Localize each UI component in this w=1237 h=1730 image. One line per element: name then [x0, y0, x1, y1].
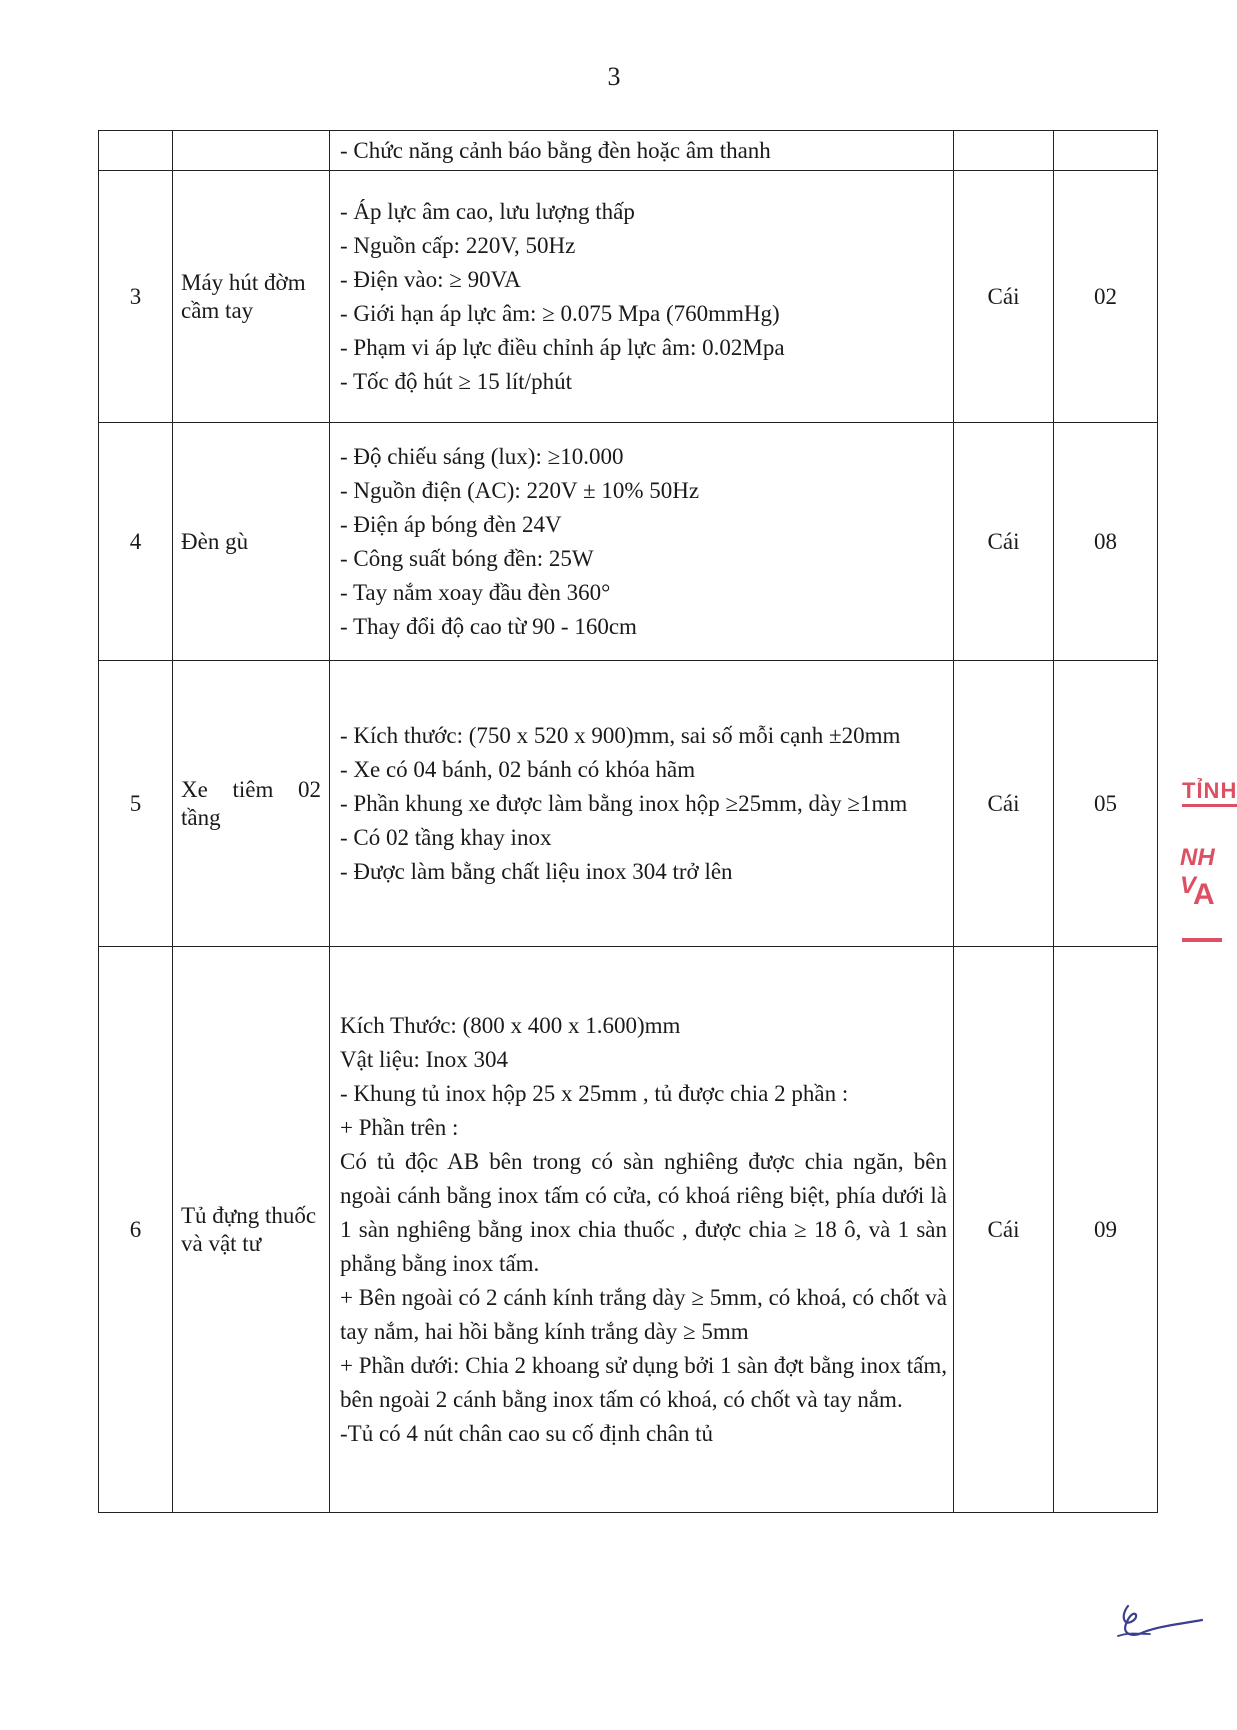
item-quantity: 05 [1054, 661, 1158, 947]
signature-mark [1110, 1598, 1210, 1648]
spec-line: - Phần khung xe được làm bằng inox hộp ≥25mm, dày ≥1mm [340, 790, 908, 816]
equipment-spec-table [98, 130, 1158, 1513]
item-unit: Cái [954, 171, 1054, 423]
spec-line: - Tay nắm xoay đầu đèn 360° [340, 579, 611, 605]
stamp-text: A [1193, 878, 1215, 911]
table-row [99, 171, 1158, 423]
item-specs [330, 947, 954, 1513]
item-specs [330, 423, 954, 661]
row-number: 4 [99, 423, 173, 661]
item-unit: Cái [954, 423, 1054, 661]
spec-line: Vật liệu: Inox 304 [340, 1046, 508, 1072]
item-unit [954, 131, 1054, 171]
table-row [99, 131, 1158, 171]
table-row [99, 423, 1158, 661]
item-specs [330, 131, 954, 171]
item-name: Máy hút đờm cầm tay [173, 171, 330, 423]
spec-line: - Thay đổi độ cao từ 90 - 160cm [340, 613, 637, 639]
spec-line: + Phần dưới: Chia 2 khoang sử dụng bởi 1 sàn đợt bằng inox tấm, bên ngoài 2 cánh bằng inox tấm có khoá, có chốt và tay nắm. [340, 1352, 947, 1412]
item-name: Đèn gù [173, 423, 330, 661]
spec-line: + Phần trên : [340, 1114, 459, 1140]
item-name [173, 131, 330, 171]
row-number: 3 [99, 171, 173, 423]
spec-line: Có tủ độc AB bên trong có sàn nghiêng được chia ngăn, bên ngoài cánh bằng inox tấm có cửa, có khoá riêng biệt, phía dưới là 1 sàn nghiêng bằng inox chia thuốc , được chia ≥ 18 ô, và 1 sàn phẳng bằng inox tấm. [340, 1148, 947, 1276]
spec-line: - Áp lực âm cao, lưu lượng thấp [340, 198, 635, 224]
spec-line: - Điện vào: ≥ 90VA [340, 266, 521, 292]
spec-line: - Nguồn điện (AC): 220V ± 10% 50Hz [340, 477, 700, 503]
item-name: Xe tiêm 02 tầng [173, 661, 330, 947]
spec-line: - Chức năng cảnh báo bằng đèn hoặc âm thanh [340, 137, 771, 163]
stamp-text: NH V [1180, 844, 1215, 899]
spec-line: - Công suất bóng đền: 25W [340, 545, 594, 571]
spec-line: - Tốc độ hút ≥ 15 lít/phút [340, 368, 572, 394]
table-row [99, 947, 1158, 1513]
spec-line: - Giới hạn áp lực âm: ≥ 0.075 Mpa (760mmHg) [340, 300, 780, 326]
spec-line: -Tủ có 4 nút chân cao su cố định chân tủ [340, 1420, 713, 1446]
spec-line: - Có 02 tầng khay inox [340, 824, 552, 850]
spec-line: - Khung tủ inox hộp 25 x 25mm , tủ được chia 2 phần : [340, 1080, 849, 1106]
item-quantity [1054, 131, 1158, 171]
stamp-mark [1182, 938, 1222, 942]
item-specs [330, 171, 954, 423]
spec-line: - Xe có 04 bánh, 02 bánh có khóa hãm [340, 756, 696, 782]
item-name: Tủ đựng thuốc và vật tư [173, 947, 330, 1513]
page-number: 3 [607, 62, 621, 91]
stamp-text: TỈNH [1182, 778, 1237, 807]
item-unit: Cái [954, 947, 1054, 1513]
spec-line: - Nguồn cấp: 220V, 50Hz [340, 232, 576, 258]
item-quantity: 02 [1054, 171, 1158, 423]
table-row [99, 661, 1158, 947]
item-unit: Cái [954, 661, 1054, 947]
spec-line: + Bên ngoài có 2 cánh kính trắng dày ≥ 5mm, có khoá, có chốt và tay nắm, hai hồi bằng kính trắng dày ≥ 5mm [340, 1284, 947, 1344]
item-quantity: 08 [1054, 423, 1158, 661]
spec-line: - Điện áp bóng đèn 24V [340, 511, 562, 537]
spec-line: - Kích thước: (750 x 520 x 900)mm, sai số mỗi cạnh ±20mm [340, 722, 901, 748]
item-quantity: 09 [1054, 947, 1158, 1513]
row-number [99, 131, 173, 171]
spec-line: - Độ chiếu sáng (lux): ≥10.000 [340, 443, 624, 469]
spec-line: - Phạm vi áp lực điều chỉnh áp lực âm: 0.02Mpa [340, 334, 785, 360]
row-number: 6 [99, 947, 173, 1513]
red-stamp-fragment [1180, 778, 1237, 968]
spec-line: Kích Thước: (800 x 400 x 1.600)mm [340, 1012, 681, 1038]
spec-line: - Được làm bằng chất liệu inox 304 trở lên [340, 858, 733, 884]
row-number: 5 [99, 661, 173, 947]
item-specs [330, 661, 954, 947]
